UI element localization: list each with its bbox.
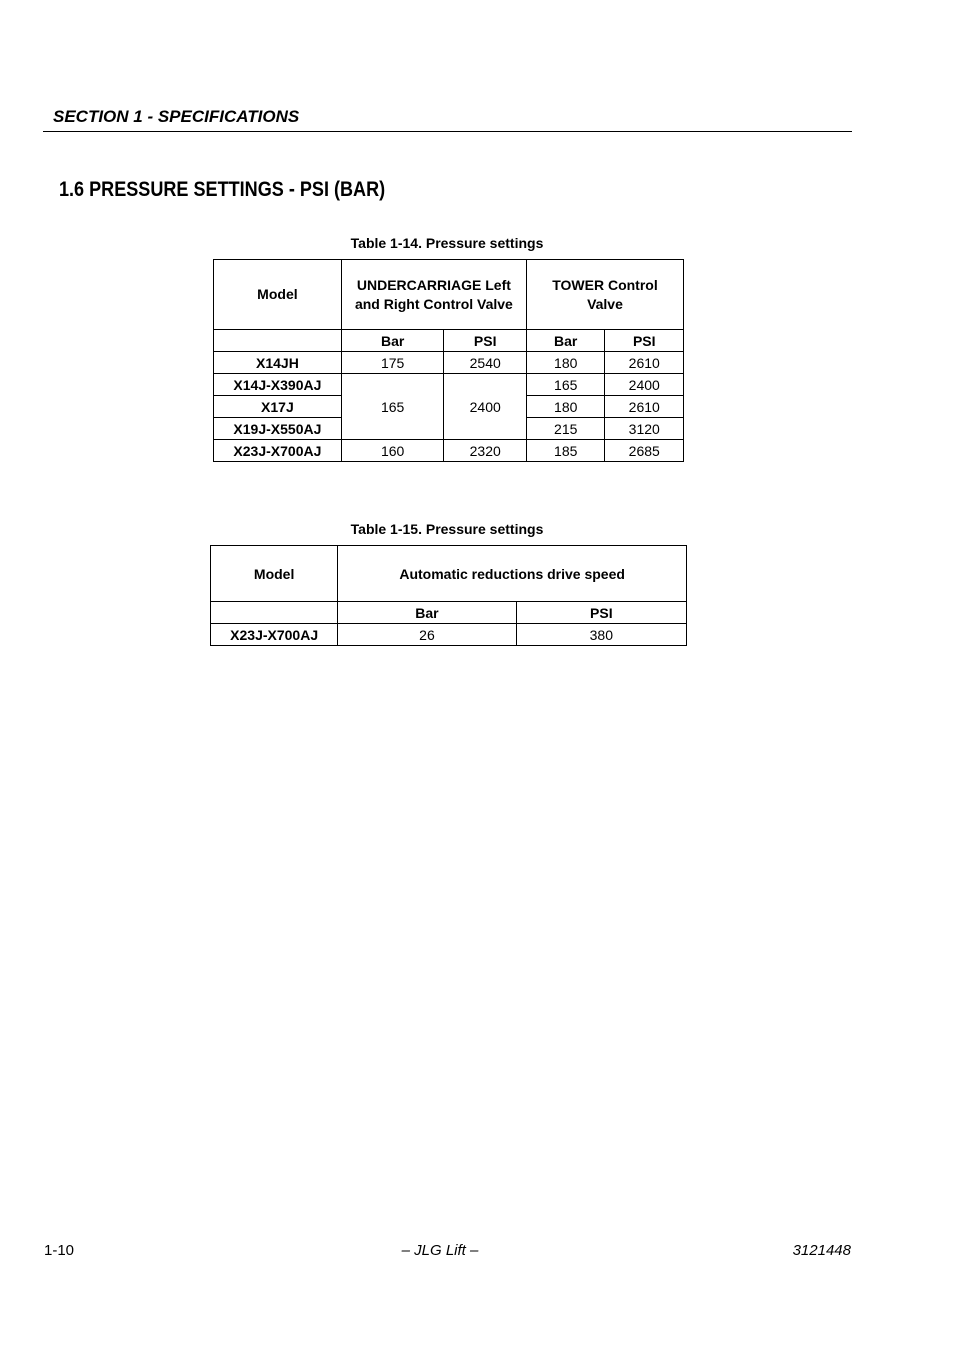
subheader-empty [211,602,338,624]
header-model: Model [211,546,338,602]
table-row [214,440,684,462]
model-cell: X19J-X550AJ [214,418,342,440]
subheader-psi: PSI [444,330,527,352]
page-number: 1-10 [44,1242,75,1259]
table-row [211,624,687,646]
table-caption: Table 1-14. Pressure settings [350,235,544,251]
value-cell: 26 [338,624,516,646]
value-cell: 180 [526,396,605,418]
subheader-bar: Bar [338,602,516,624]
value-cell: 2685 [605,440,684,462]
doc-number: 3121448 [792,1242,851,1259]
drive-speed-table [210,545,687,646]
value-cell: 2400 [605,374,684,396]
model-cell: X17J [214,396,342,418]
subheader-empty [214,330,342,352]
header-undercarriage: UNDERCARRIAGE Left and Right Control Valve [341,260,526,330]
value-cell: 215 [526,418,605,440]
pressure-settings-table [213,259,684,462]
value-cell: 185 [526,440,605,462]
table-caption: Table 1-15. Pressure settings [350,521,544,537]
section-header: SECTION 1 - SPECIFICATIONS [53,107,300,126]
footer-center: – JLG Lift – [401,1242,479,1259]
value-cell: 2610 [605,352,684,374]
model-cell: X23J-X700AJ [211,624,338,646]
value-cell: 180 [526,352,605,374]
header-rule [43,131,852,132]
table-row [214,352,684,374]
merged-value-cell: 165 [341,374,444,440]
header-tower: TOWER Control Valve [526,260,683,330]
value-cell: 165 [526,374,605,396]
header-model: Model [214,260,342,330]
subheader-bar: Bar [341,330,444,352]
page-title: 1.6 PRESSURE SETTINGS - PSI (BAR) [59,178,386,201]
subheader-psi: PSI [516,602,686,624]
subheader-psi: PSI [605,330,684,352]
model-cell: X14J-X390AJ [214,374,342,396]
table-row [214,374,684,396]
model-cell: X14JH [214,352,342,374]
value-cell: 2610 [605,396,684,418]
subheader-bar: Bar [526,330,605,352]
value-cell: 3120 [605,418,684,440]
merged-value-cell: 2400 [444,374,527,440]
value-cell: 2320 [444,440,527,462]
value-cell: 160 [341,440,444,462]
value-cell: 175 [341,352,444,374]
value-cell: 2540 [444,352,527,374]
header-drive-speed: Automatic reductions drive speed [338,546,687,602]
model-cell: X23J-X700AJ [214,440,342,462]
value-cell: 380 [516,624,686,646]
